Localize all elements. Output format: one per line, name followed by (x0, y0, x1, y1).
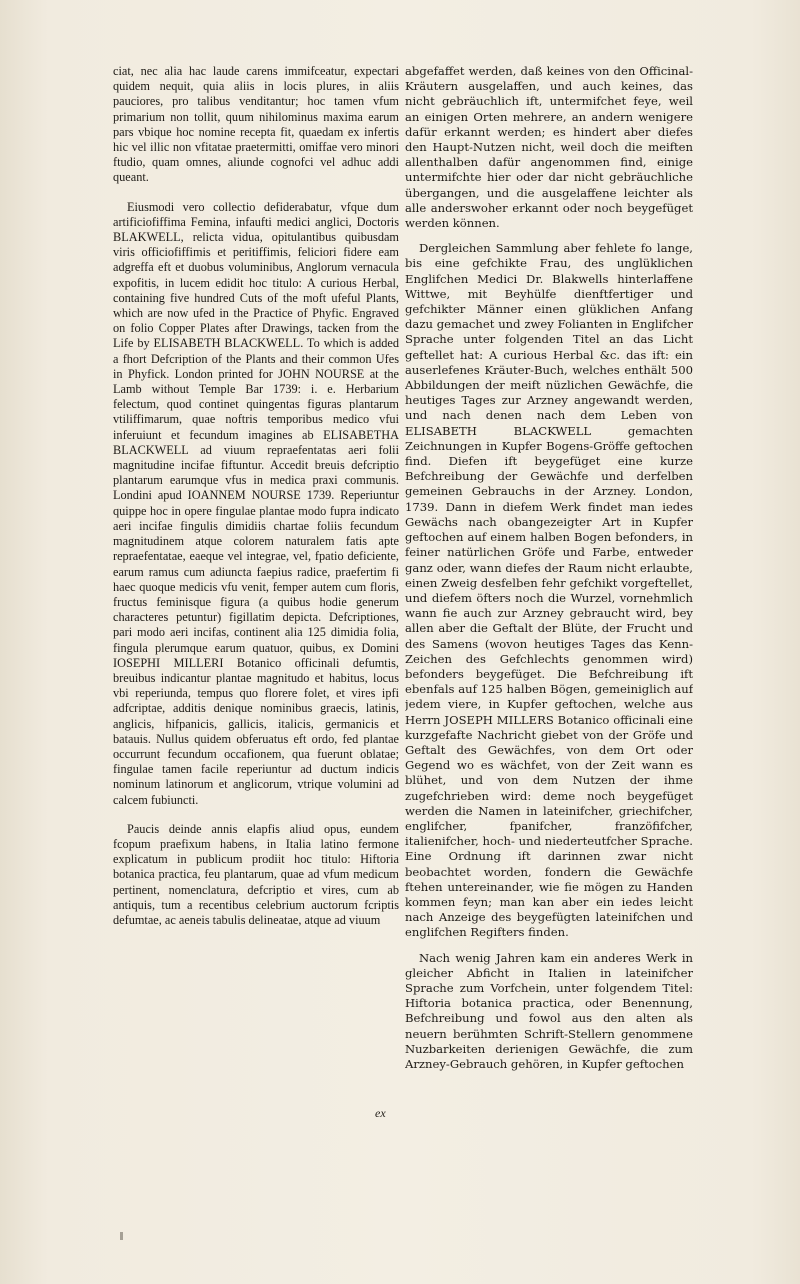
german-paragraph-1: abgefaffet werden, daß keines von den Officinal-Kräutern ausgelaffen, und auch keines, das nicht gebräuchlich ift, untermifchet feye, weil an einigen Orten mehrere, an andern wenigere dafür erkannt werden; es hindert aber diefes den Haupt-Nutzen nicht, weil doch die meiften allenthalben dafür angenommen find, einige untermifchte hier oder dar nicht gebräuchliche übergangen, und die ausgelaffene leichter als alle anderswoher erkannt oder noch beygefüget werden können. (405, 64, 693, 231)
german-paragraph-2: Dergleichen Sammlung aber fehlete fo lange, bis eine gefchikte Frau, des unglüklichen Englifchen Medici Dr. Blakwells hinterlaffene Wittwe, mit Beyhülfe dienftfertiger und gefchikter Männer einen glüklichen Anfang dazu gemachet und zwey Folianten in Englifcher Sprache unter folgenden Titel an das Licht geftellet hat: A curious Herbal &c. das ift: ein auserlefenes Kräuter-Buch, welches enthält 500 Abbildungen der meift nüzlichen Gewächfe, die heutiges Tages zur Arzney angewandt werden, und nach denen nach dem Leben von ELISABETH BLACKWELL gemachten Zeichnungen in Kupfer Bogens-Gröffe geftochen find. Diefen ift beygefüget eine kurze Befchreibung der Gewächfe und derfelben gemeinen Gebrauchs in der Arzney. London, 1739. Dann in diefem Werk findet man iedes Gewächs nach obangezeigter Art in Kupfer geftochen auf einem halben Bogen befonders, in feiner natürlichen Gröfe und Farbe, entweder ganz oder, wann diefes der Raum nicht erlaubte, einen Zweig desfelben fehr gefchikt vorgeftellet, und diefem öfters noch die Wurzel, vornehmlich wann fie auch zur Arzney gebraucht wird, bey allen aber die Geftalt der Blüte, der Frucht und des Samens (wovon heutiges Tages das Kenn-Zeichen des Gefchlechts genommen wird) befonders beygefüget. Die Befchreibung ift ebenfals auf 125 halben Bögen, gemeiniglich auf jedem viere, in Kupfer geftochen, welche aus Herrn JOSEPH MILLERS Botanico officinali eine kurzgefafte Nachricht giebet von der Gröfe und Geftalt des Gewächfes, von dem Ort oder Gegend wo es wächfet, von der Zeit wann es blühet, und von dem Nutzen der ihme zugefchrieben wird: deme noch beygefüget werden die Namen in lateinifcher, griechifcher, englifcher, fpanifcher, franzöfifcher, italienifcher, hoch- und niederteutfcher Sprache. Eine Ordnung ift darinnen zwar nicht beobachtet worden, fondern die Gewächfe ftehen untereinander, wie fie mögen zu Handen kommen feyn; man kan aber ein iedes leicht nach Anzeige des beygefügten lateinifchen und englifchen Regifters finden. (405, 241, 693, 940)
german-column (405, 64, 693, 1244)
latin-column (113, 64, 399, 1244)
page-mark (120, 1232, 123, 1240)
latin-paragraph-2: Eiusmodi vero collectio defiderabatur, vfque dum artificiofiffima Femina, infaufti medici anglici, Doctoris BLAKWELL, relicta vidua, opitulantibus quibusdam viris officiofiffimis et peritiffimis, feliciori fidere eam adgreffa eft et duobus voluminibus, Anglorum vernacula expofitis, in lucem edidit hoc titulo: A curious Herbal, containing five hundred Cuts of the moft ufeful Plants, which are now ufed in the Practice of Phyfic. Engraved on folio Copper Plates after Drawings, tacken from the Life by ELISABETH BLACKWELL. To which is added a fhort Defcription of the Plants and their common Ufes in Phyfick. London printed for JOHN NOURSE at the Lamb without Temple Bar 1739: i. e. Herbarium felectum, quod continet quingentas figuras plantarum vtiliffimarum, quae noftris temporibus medico vfui inferuiunt et fecundum imagines ab ELISABETHA BLACKWELL ad viuum repraefentatas aeri folii magnitudine incifae fiftuntur. Accedit breuis defcriptio plantarum earumque vfus in medica praxi communis. Londini apud IOANNEM NOURSE 1739. Reperiuntur quippe hoc in opere fingulae plantae modo fupra indicato aeri incifae fingulis dimidiis chartae foliis fecundum magnitudinem atque colorem naturalem fatis apte repraefentatae, eaeque vel integrae, vel, fpatio deficiente, earum ramus cum adiuncta faepius radice, praefertim fi haec quoque medicis vfu venit, femper autem cum floris, fructus feminisque figura (a quibus hodie generum characteres petuntur) figillatim depicta. Defcriptiones, pari modo aeri incifas, continent alia 125 dimidia folia, fingula plerumque earum quatuor, quibus, ex Domini IOSEPHI MILLERI Botanico officinali defumtis, breuibus indicantur plantae magnitudo et habitus, locus vbi reperiunda, tempus quo florere folet, et vires ipfi adfcriptae, additis denique nominibus graecis, latinis, anglicis, hifpanicis, gallicis, italicis, germanicis et batauis. Nullus quidem obferuatus eft ordo, fed plantae occurrunt fecundum occafionem, qua fuerunt oblatae; fingulae tamen facile reperiuntur ad ductum indicis nominum latinorum et anglicorum, vtrique volumini ad calcem fubiuncti. (113, 199, 399, 807)
latin-catchword: ex (375, 1106, 386, 1120)
german-paragraph-3: Nach wenig Jahren kam ein anderes Werk in gleicher Abficht in Italien in lateinifcher Sprache zum Vorfchein, unter folgendem Titel: Hiftoria botanica practica, oder Benennung, Befchreibung und fowol aus den alten als neuern berühmten Schrift-Stellern genommene Nuzbarkeiten derienigen Gewächfe, die zum Arzney-Gebrauch gehören, in Kupfer geftochen (405, 950, 693, 1071)
latin-paragraph-1: ciat, nec alia hac laude carens immifceatur, expectari quidem nequit, quia aliis in locis plures, in aliis pauciores, pro talibus venditantur; hoc tamen vfum primarium non tollit, quum nihilominus maxima earum pars vbique hoc nomine recepta fit, quaedam ex infertis hic vel illic non vfitatae praetermitti, omiffae vero minori ftudio, quam omnes, aliunde cognofci vel adhuc addi queant. (113, 64, 399, 185)
latin-paragraph-3: Paucis deinde annis elapfis aliud opus, eundem fcopum praefixum habens, in Italia latino fermone explicatum in publicum prodiit hoc titulo: Hiftoria botanica practica, feu plantarum, quae ad vfum medicum pertinent, nomenclatura, defcriptio et vires, cum ab antiquis, tum a recentibus celebrium auctorum fcriptis defumtae, ac aeneis tabulis delineatae, atque ad viuum (113, 821, 399, 927)
